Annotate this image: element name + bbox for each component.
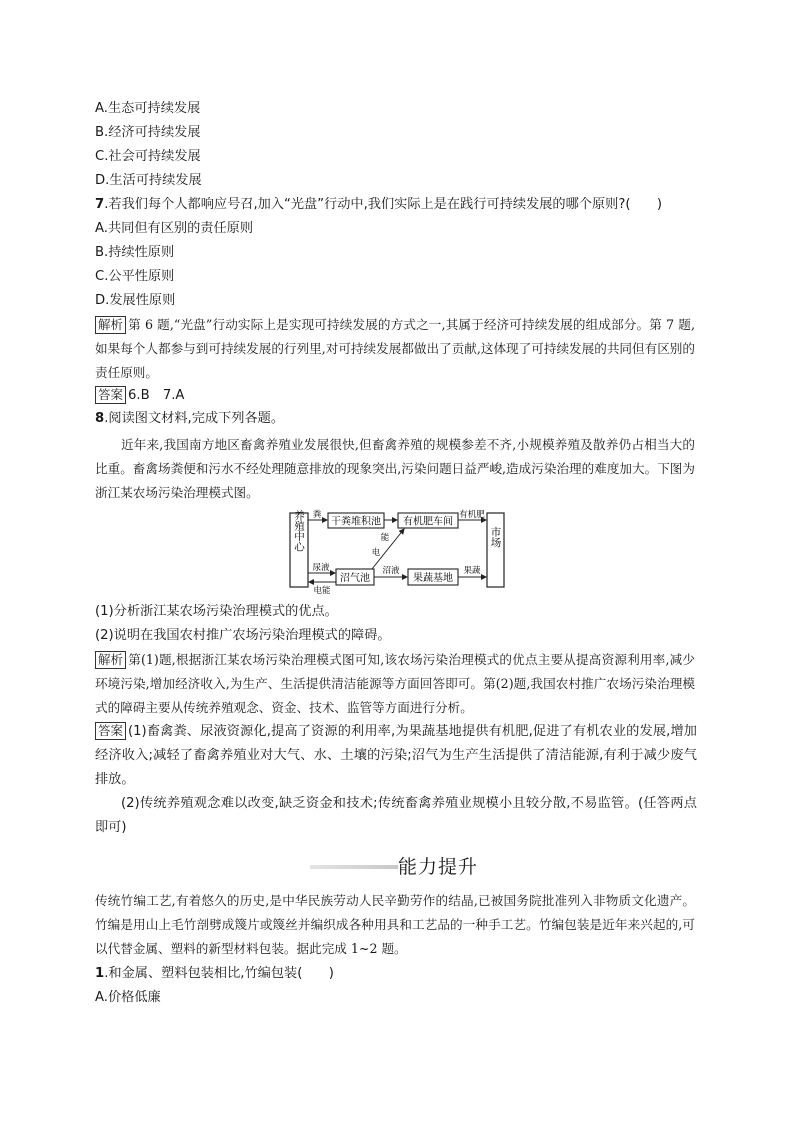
answer-text-2a: (1)畜禽粪、尿液资源化,提高了资源的利用率,为果蔬基地提供有机肥,促进了有机农业的发展,增加经济收入;减轻了畜禽养殖业对大气、水、土壤的污染;沼气为生产生活提供了清洁能源,有利于减少废气排放。 bbox=[95, 724, 697, 787]
q7-stem-text: .若我们每个人都响应号召,加入“光盘”行动中,我们实际上是在践行可持续发展的哪个原则?( ) bbox=[104, 197, 663, 212]
q8-material: 近年来,我国南方地区畜禽养殖业发展很快,但畜禽养殖的规模参差不齐,小规模养殖及散养仍占相当大的比重。畜禽场粪便和污水不经处理随意排放的现象突出,污染问题日益严峻,造成污染治理的难度加大。下图为浙江某农场污染治理模式图。 bbox=[95, 437, 695, 500]
q1-option-a: A.价格低廉 bbox=[95, 990, 161, 1005]
pollution-treatment-diagram bbox=[286, 507, 508, 595]
q8-stem bbox=[95, 411, 284, 427]
q7-option-a: A.共同但有区别的责任原则 bbox=[95, 221, 254, 236]
q8-number: 8 bbox=[95, 411, 105, 426]
section-title: 能力提升 bbox=[398, 856, 479, 878]
label-diag-2: 电 bbox=[371, 548, 381, 558]
analysis-tag: 解析 bbox=[95, 316, 126, 334]
q6-option-c: C.社会可持续发展 bbox=[95, 149, 201, 164]
analysis-tag-2: 解析 bbox=[95, 651, 126, 669]
q7-number: 7 bbox=[95, 197, 105, 212]
q8-stem-text: .阅读图文材料,完成下列各题。 bbox=[104, 411, 285, 426]
q1-number: 1 bbox=[95, 966, 105, 981]
answer-block-2 bbox=[95, 720, 697, 792]
label-urine: 尿液 bbox=[312, 563, 330, 573]
label-slurry: 沼液 bbox=[382, 566, 400, 576]
label-electricity-back: 电能 bbox=[313, 586, 331, 595]
q7-option-b: B.持续性原则 bbox=[95, 245, 175, 260]
fertilizer-workshop-label: 有机肥车间 bbox=[403, 516, 453, 528]
q8-sub2: (2)说明在我国农村推广农场污染治理模式的障碍。 bbox=[95, 628, 391, 643]
analysis-block-1 bbox=[95, 313, 695, 385]
answer-tag-2: 答案 bbox=[95, 722, 126, 740]
answer-text: 6.B 7.A bbox=[128, 388, 185, 403]
q6-option-a: A.生态可持续发展 bbox=[95, 101, 201, 116]
q6-option-b: B.经济可持续发展 bbox=[95, 125, 201, 140]
q1-stem bbox=[95, 966, 334, 982]
biogas-pool-label: 沼气池 bbox=[340, 573, 370, 584]
answer-tag: 答案 bbox=[95, 386, 126, 404]
vegetable-base-label: 果蔬基地 bbox=[413, 573, 453, 584]
analysis-text-2: 第(1)题,根据浙江某农场污染治理模式图可知,该农场污染治理模式的优点主要从提高资源利用率,减少环境污染,增加经济收入,为生产、生活提供清洁能源等方面回答即可。第(2)题,我国农村推广农场污染治理模式的障碍主要从传统养殖观念、资金、技术、监管等方面进行分析。 bbox=[95, 652, 695, 715]
answer-block-1 bbox=[95, 386, 184, 404]
q1-stem-text: .和金属、塑料包装相比,竹编包装( ) bbox=[104, 966, 334, 981]
market-box bbox=[487, 513, 504, 587]
label-organic-fertilizer: 有机肥 bbox=[459, 510, 485, 520]
manure-pond-label: 干粪堆积池 bbox=[331, 516, 381, 528]
q6-option-d: D.生活可持续发展 bbox=[95, 173, 202, 188]
analysis-text: 第 6 题,“光盘”行动实际上是实现可持续发展的方式之一,其属于经济可持续发展的组成部分。第 7 题,如果每个人都参与到可持续发展的行列里,对可持续发展都做出了贡献,这体现了可持续发展的共同但有区别的责任原则。 bbox=[95, 317, 695, 380]
label-manure: 粪 bbox=[312, 510, 322, 520]
intro-passage: 传统竹编工艺,有着悠久的历史,是中华民族劳动人民辛勤劳作的结晶,已被国务院批准列入非物质文化遗产。竹编是用山上毛竹剖劈成篾片或篾丝并编织成各种用具和工艺品的一种手工艺。竹编包装是近年来兴起的,可以代替金属、塑料的新型材料包装。据此完成 1~2 题。 bbox=[95, 893, 695, 956]
q8-sub1: (1)分析浙江某农场污染治理模式的优点。 bbox=[95, 604, 338, 619]
analysis-block-2 bbox=[95, 648, 695, 720]
section-decor-bar bbox=[310, 865, 398, 869]
breeding-center-label: 养殖中心 bbox=[293, 510, 305, 552]
label-diag-1: 能 bbox=[380, 533, 390, 543]
q7-option-c: C.公平性原则 bbox=[95, 269, 175, 284]
answer-text-2b: (2)传统养殖观念难以改变,缺乏资金和技术;传统畜禽养殖业规模小且较分散,不易监管。(任答两点即可) bbox=[95, 796, 697, 835]
market-label: 市场 bbox=[489, 526, 502, 548]
section-heading bbox=[310, 853, 610, 881]
q7-stem bbox=[95, 197, 662, 213]
label-produce: 果蔬 bbox=[463, 566, 481, 576]
q7-option-d: D.发展性原则 bbox=[95, 293, 176, 308]
